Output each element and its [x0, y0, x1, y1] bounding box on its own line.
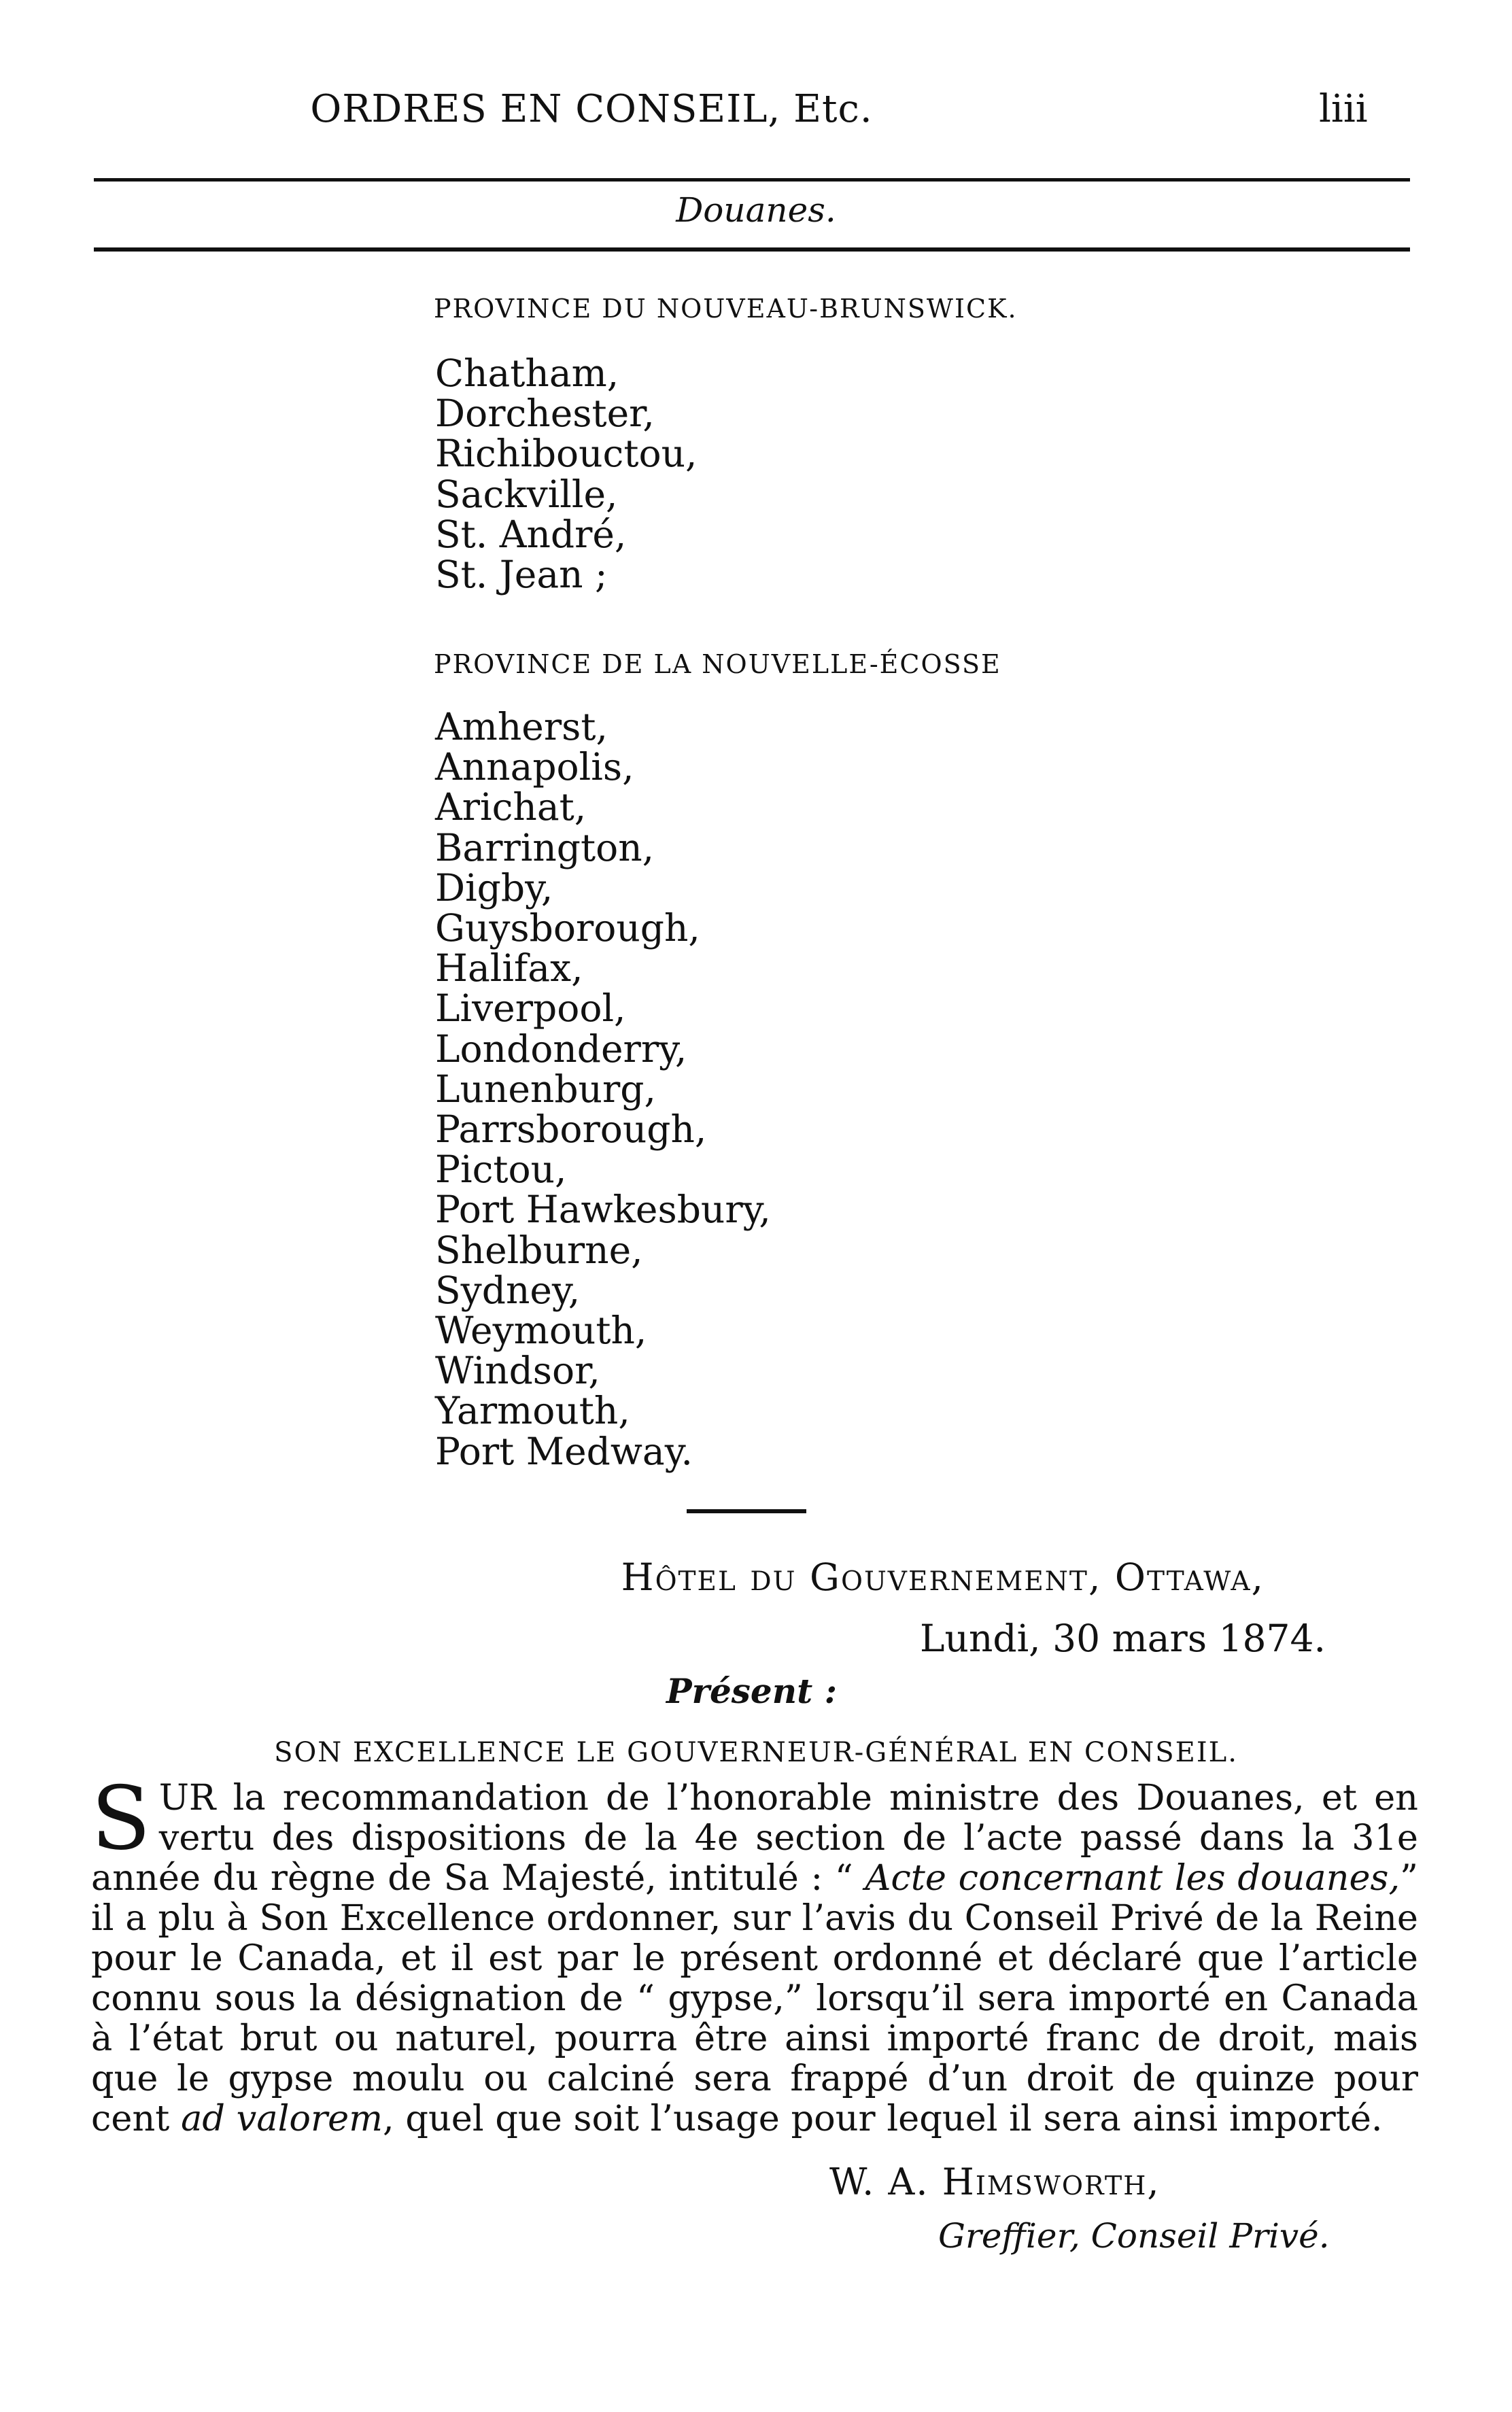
signature-title: Greffier, Conseil Privé. — [938, 2216, 1330, 2256]
order-place-line: Hôtel du Gouvernement, Ottawa, — [621, 1555, 1265, 1599]
running-title: ORDRES EN CONSEIL, Etc. — [310, 87, 873, 131]
body-text-part-1: la recommandation de l’honorable ministre des Douanes, et en vertu des dispositions de la 4e section de l’acte passé dans la 31e année du règne de Sa Majesté, intitulé : “ — [91, 1777, 1418, 1899]
list-item: St. Jean ; — [435, 553, 608, 597]
ad-valorem: ad valorem — [181, 2098, 383, 2139]
list-item: Dorchester, — [435, 392, 655, 436]
council-line: SON EXCELLENCE LE GOUVERNEUR-GÉNÉRAL EN CONSEIL. — [274, 1737, 1238, 1768]
section-title: Douanes. — [676, 190, 836, 230]
province-heading-new-brunswick: PROVINCE DU NOUVEAU-BRUNSWICK. — [434, 294, 1018, 324]
header-rule-bottom — [94, 247, 1410, 252]
list-item: Yarmouth, — [435, 1389, 630, 1433]
list-item: Windsor, — [435, 1349, 600, 1393]
list-item: Port Hawkesbury, — [435, 1188, 771, 1232]
place-list-new-brunswick — [435, 351, 698, 597]
list-item: Londonderry, — [435, 1027, 687, 1071]
list-item: Arichat, — [435, 785, 587, 829]
header-rule-top — [94, 178, 1410, 182]
list-item: Barrington, — [435, 825, 655, 869]
body-text-part-3: , quel que soit l’usage pour lequel il sera ainsi importé. — [382, 2098, 1383, 2139]
body-text-part-2: ” il a plu à Son Excellence ordonner, sur l’avis du Conseil Privé de la Reine pour le Canada, et il est par le présent ordonné et déclaré que l’article connu sous la désignation de “ gypse,” lorsqu’il sera importé en Canada à l’état brut ou naturel, pourra être ainsi importé franc de droit, mais que le gypse moulu ou calciné sera frappé d’un droit de quinze pour cent — [91, 1857, 1419, 2139]
list-item: Shelburne, — [435, 1228, 643, 1272]
list-item: Port Medway. — [435, 1429, 693, 1473]
list-item: Amherst, — [435, 705, 608, 748]
list-item: Annapolis, — [435, 745, 634, 789]
act-title: Acte concernant les douanes, — [865, 1857, 1401, 1899]
signature-name: W. A. Himsworth, — [829, 2160, 1161, 2203]
list-item: Digby, — [435, 865, 553, 910]
present-label: Présent : — [666, 1671, 838, 1711]
list-item: Sackville, — [435, 472, 618, 516]
list-item: Lunenburg, — [435, 1067, 656, 1111]
place-list-nova-scotia — [435, 707, 771, 1472]
list-item: Richibouctou, — [435, 432, 698, 476]
list-item: Chatham, — [435, 351, 619, 395]
list-item: Parrsborough, — [435, 1107, 707, 1152]
list-item: Sydney, — [435, 1268, 581, 1312]
list-item: Guysborough, — [435, 906, 700, 950]
list-item: Weymouth, — [435, 1309, 647, 1353]
list-item: Pictou, — [435, 1148, 567, 1192]
drop-cap: S — [91, 1768, 151, 1870]
section-divider — [687, 1509, 806, 1513]
list-item: St. André, — [435, 512, 627, 556]
order-date-line: Lundi, 30 mars 1874. — [920, 1617, 1326, 1660]
province-heading-nova-scotia: PROVINCE DE LA NOUVELLE-ÉCOSSE — [434, 649, 1001, 679]
page-number: liii — [1319, 87, 1368, 131]
list-item: Halifax, — [435, 946, 583, 990]
body-first-word: UR — [158, 1777, 216, 1819]
list-item: Liverpool, — [435, 986, 626, 1031]
order-paragraph — [91, 1768, 1419, 2139]
